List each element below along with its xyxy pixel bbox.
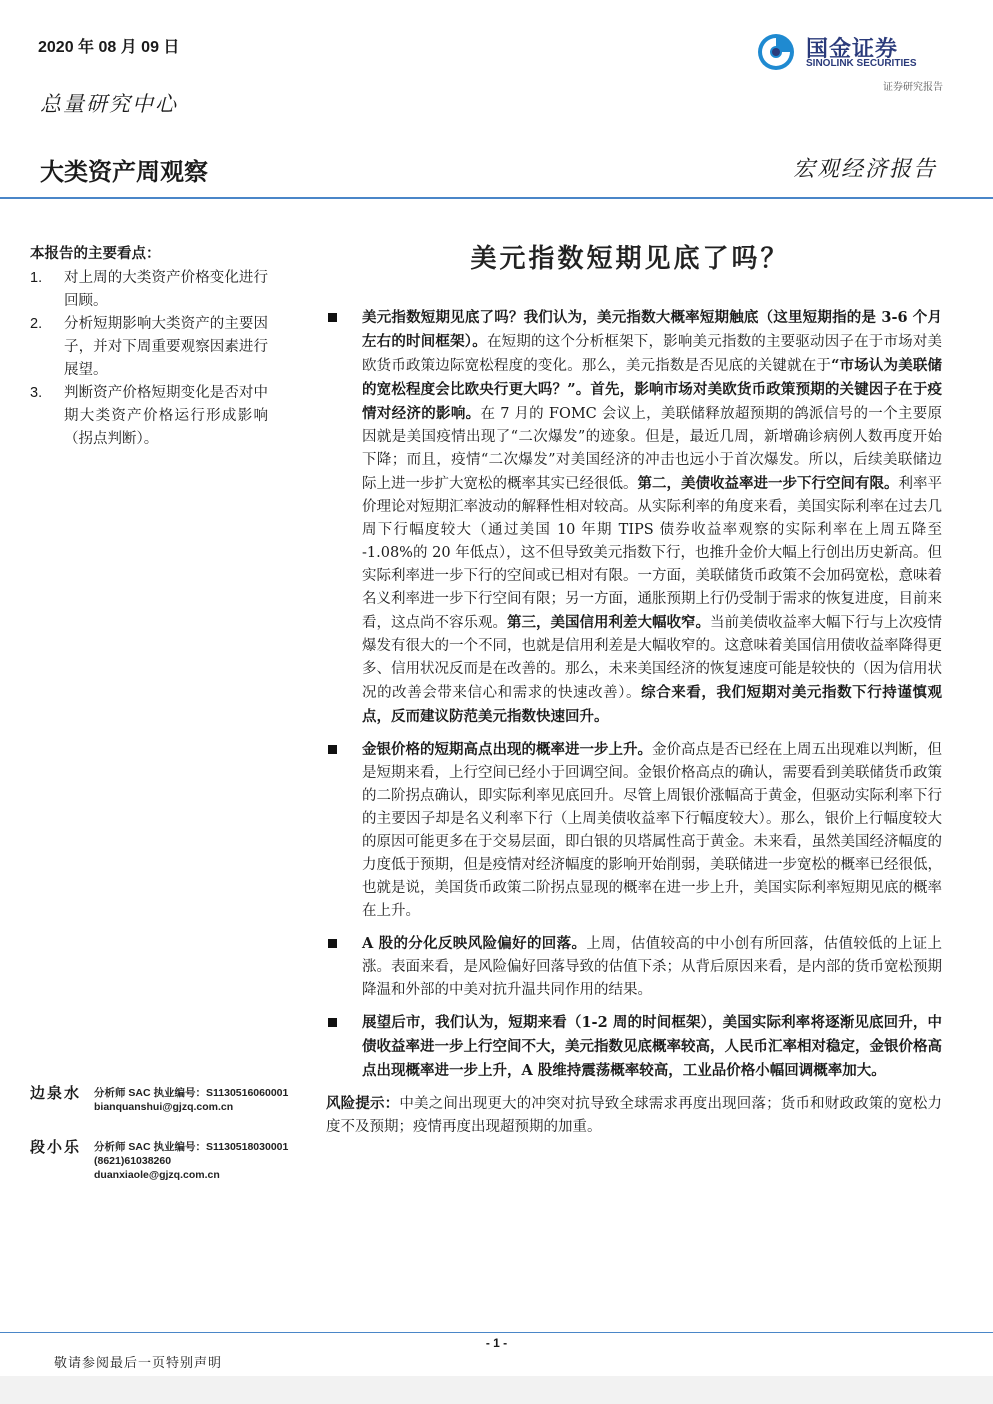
risk-warning [326, 1092, 942, 1139]
analyst-sac-id: 分析师 SAC 执业编号：S1130518030001 [94, 1141, 289, 1153]
body-text: 上周，估值较高的中小创有所回落，估值较低的上证上涨。表面来看，是风险偏好回落导致的估值下杀；从背后原因来看，是内部的货币宽松预期降温和外部的中美对抗升温共同作用的结果。 [362, 936, 942, 998]
key-point-item [30, 313, 268, 382]
analyst-email[interactable]: bianquanshui@gjzq.com.cn [94, 1101, 234, 1113]
key-point-item [30, 382, 268, 451]
key-point-item [30, 267, 268, 313]
body-paragraph-outlook [326, 1011, 942, 1083]
bold-text: 第三，美国信用利差大幅收窄。 [507, 614, 710, 631]
report-series: 大类资产周观察 [40, 159, 208, 186]
key-point-number: 3. [30, 385, 43, 401]
analyst-info [94, 1086, 288, 1114]
department-name: 总量研究中心 [40, 92, 178, 116]
analyst-phone: (8621)61038260 [94, 1155, 172, 1167]
square-bullet-icon [328, 1018, 337, 1027]
report-title: 美元指数短期见底了吗？ [470, 244, 790, 274]
body-text: 在 7 月的 FOMC 会议上，美联储释放超预期的鸽派信号的一个主要原因就是美国疫情出现了“二次爆发”的迹象。但是，最近几周，新增确诊病例人数再度开始下降；而且，疫情“二次爆发”对美国经济的冲击也远小于首次爆发。所以，后续美联储边际上进一步扩大宽松的概率其实已经很低。 [362, 406, 942, 492]
logo-chinese-name: 国金证券 [806, 36, 899, 61]
square-bullet-icon [328, 313, 337, 322]
body-paragraph-usd [326, 306, 942, 729]
analyst-block [30, 1082, 320, 1190]
footer-band [0, 1376, 993, 1404]
sinolink-logo-icon [756, 32, 796, 72]
analyst-card [30, 1082, 320, 1132]
bold-text: “市场认为美联储的宽松程度会比欧央行更大吗？”。首先，影响市场对美欧货币政策预期的关键因子在于疫情对经济的影响。 [362, 357, 943, 422]
analyst-name: 段小乐 [30, 1138, 82, 1156]
body-paragraph-gold [326, 738, 942, 923]
footer-divider [0, 1332, 993, 1333]
logo-subtitle: 证券研究报告 [883, 82, 943, 93]
header-divider [0, 197, 993, 199]
key-point-text: 分析短期影响大类资产的主要因子，并对下周重要观察因素进行展望。 [64, 316, 268, 378]
body-text: 当前美债收益率大幅下行与上次疫情爆发有很大的一个不同，也就是信用利差是大幅收窄的。这意味着美国信用债收益率降得更多、信用状况反而是在改善的。那么，未来美国经济的恢复速度可能是较快的（因为信用状况的改善会带来信心和需求的快速改善）。 [362, 615, 942, 701]
key-point-number: 1. [30, 270, 43, 286]
report-date: 2020 年 08 月 09 日 [38, 39, 180, 56]
key-points-sidebar [30, 242, 268, 451]
disclaimer-note: 敬请参阅最后一页特别声明 [54, 1356, 223, 1371]
analyst-card [30, 1136, 320, 1186]
company-logo [756, 30, 946, 74]
report-type: 宏观经济报告 [792, 157, 937, 182]
square-bullet-icon [328, 745, 337, 754]
key-point-text: 对上周的大类资产价格变化进行回顾。 [64, 270, 268, 309]
key-points-title: 本报告的主要看点： [30, 245, 161, 262]
bold-lead: A 股的分化反映风险偏好的回落。 [362, 935, 587, 952]
bold-lead: 展望后市，我们认为，短期来看（1-2 周的时间框架），美国实际利率将逐渐见底回升，中债收益率进一步上行空间不大，美元指数见底概率较高，人民币汇率相对稳定，金银价格高点出现概率进一步上升，A 股维持震荡概率较高，工业品价格小幅回调概率加大。 [362, 1014, 942, 1079]
analyst-email[interactable]: duanxiaole@gjzq.com.cn [94, 1169, 220, 1181]
bold-lead: 美元指数短期见底了吗？我们认为，美元指数大概率短期触底（这里短期指的是 3-6 个月左右的时间框架）。 [362, 309, 942, 350]
key-points-list [30, 267, 268, 451]
risk-label: 风险提示： [326, 1095, 400, 1112]
bold-text: 综合来看，我们短期对美元指数下行持谨慎观点，反而建议防范美元指数快速回升。 [362, 684, 942, 725]
analyst-info [94, 1140, 288, 1182]
report-body [326, 306, 942, 1139]
square-bullet-icon [328, 939, 337, 948]
body-paragraph-ashare [326, 932, 942, 1002]
analyst-sac-id: 分析师 SAC 执业编号：S1130516060001 [94, 1087, 289, 1099]
key-point-text: 判断资产价格短期变化是否对中期大类资产价格运行形成影响（拐点判断）。 [64, 385, 268, 447]
key-point-number: 2. [30, 316, 43, 332]
bold-text: 第二，美债收益率进一步下行空间有限。 [637, 475, 899, 492]
page-number: - 1 - [485, 1336, 508, 1350]
body-text: 在短期的这个分析框架下，影响美元指数的主要驱动因子在于市场对美欧货币政策边际宽松程度的变化。那么，美元指数是否见底的关键就在于 [362, 334, 943, 374]
body-text: 利率平价理论对短期汇率波动的解释性相对较高。从实际利率的角度来看，美国实际利率在过去几周下行幅度较大（通过美国 10 年期 TIPS 债券收益率观察的实际利率在上周五降至 -1.08%的 20 年低点），这不但导致美元指数下行，也推升金价大幅上行创出历史新高。但实际利率进一步下行的空间或已相对有限。一方面，美联储货币政策不会加码宽松，意味着名义利率进一步下行空间有限；另一方面，通胀预期上行仍受制于需求的恢复进度，目前来看，这点尚不容乐观。 [362, 476, 942, 631]
analyst-name: 边泉水 [30, 1084, 82, 1102]
logo-english-name: SINOLINK SECURITIES [806, 58, 917, 69]
body-text: 金价高点是否已经在上周五出现难以判断，但是短期来看，上行空间已经小于回调空间。金银价格高点的确认，需要看到美联储货币政策的二阶拐点确认，即实际利率见底回升。尽管上周银价涨幅高于黄金，但驱动实际利率下行的主要因子却是名义利率下行（上周美债收益率下行幅度较大）。那么，银价上行幅度较大的原因可能更多在于交易层面，即白银的贝塔属性高于黄金。未来看，虽然美国经济幅度的力度低于预期，但是疫情对经济幅度的影响开始削弱，美联储进一步宽松的概率已经很低，也就是说，美国货币政策二阶拐点显现的概率在进一步上升，美国实际利率短期见底的概率在上升。 [362, 742, 942, 919]
bold-lead: 金银价格的短期高点出现的概率进一步上升。 [362, 741, 652, 758]
risk-text: 中美之间出现更大的冲突对抗导致全球需求再度出现回落；货币和财政政策的宽松力度不及预期；疫情再度出现超预期的加重。 [326, 1096, 943, 1135]
